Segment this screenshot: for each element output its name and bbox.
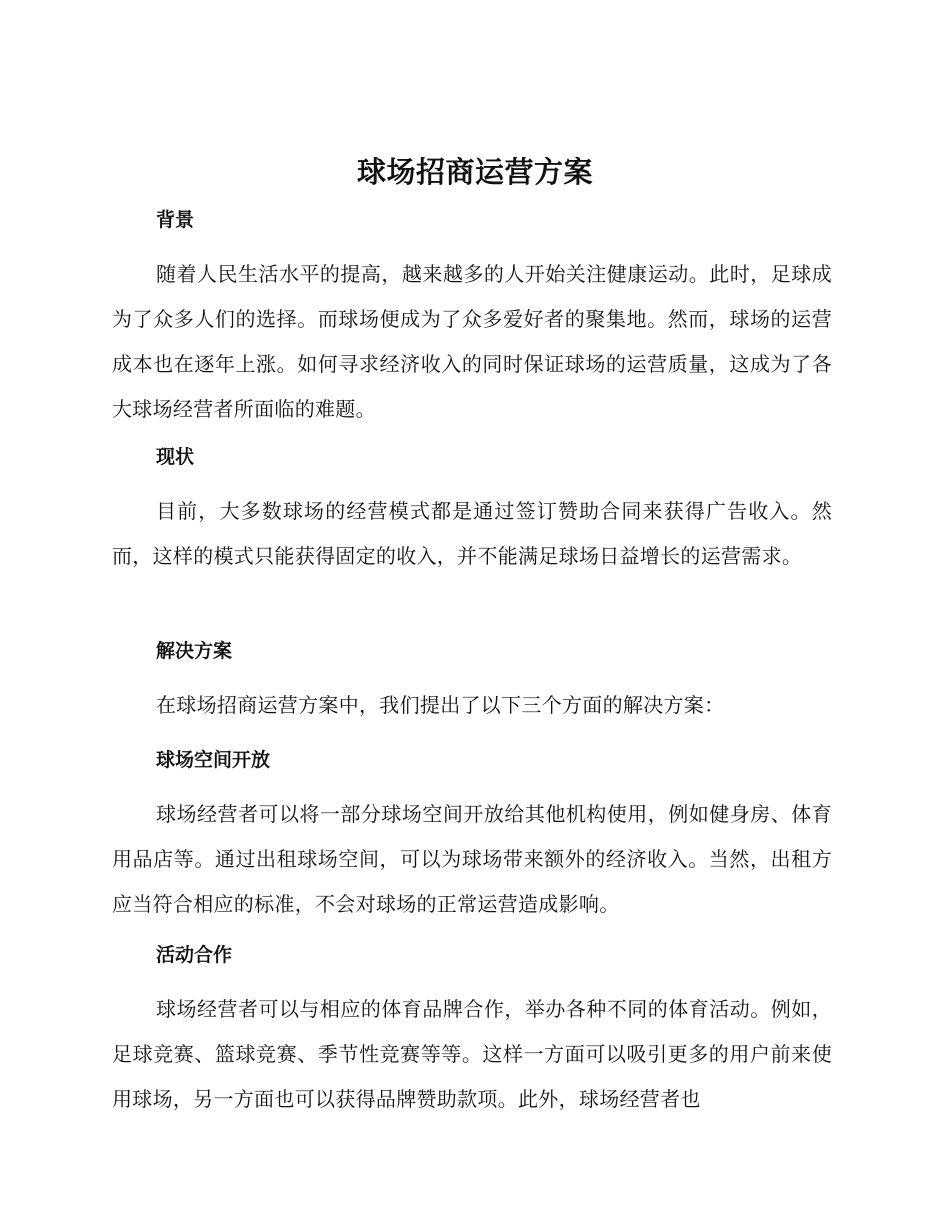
section-heading-solution: 解决方案 — [156, 640, 233, 662]
section-heading-background: 背景 — [156, 209, 195, 231]
section-paragraph-solution: 在球场招商运营方案中，我们提出了以下三个方面的解决方案： — [156, 693, 725, 717]
section-paragraph-background: 随着人民生活水平的提高，越来越多的人开始关注健康运动。此时，足球成为了众多人们的选择。而球场便成为了众多爱好者的聚集地。然而，球场的运营成本也在逐年上涨。如何寻求经济收入的同时保证球场的运营质量，这成为了各大球场经营者所面临的难题。 — [112, 262, 832, 421]
section-heading-space-opening: 球场空间开放 — [156, 749, 271, 771]
section-paragraph-status: 目前，大多数球场的经营模式都是通过签订赞助合同来获得广告收入。然而，这样的模式只能获得固定的收入，并不能满足球场日益增长的运营需求。 — [112, 499, 832, 568]
document-title: 球场招商运营方案 — [356, 155, 593, 189]
section-paragraph-event-cooperation: 球场经营者可以与相应的体育品牌合作，举办各种不同的体育活动。例如，足球竞赛、篮球竞赛、季节性竞赛等等。这样一方面可以吸引更多的用户前来使用球场，另一方面也可以获得品牌赞助款项。此外，球场经营者也 — [112, 997, 832, 1111]
section-paragraph-space-opening: 球场经营者可以将一部分球场空间开放给其他机构使用，例如健身房、体育用品店等。通过出租球场空间，可以为球场带来额外的经济收入。当然，出租方应当符合相应的标准，不会对球场的正常运营造成影响。 — [112, 802, 832, 916]
section-heading-event-cooperation: 活动合作 — [156, 944, 233, 966]
section-heading-status: 现状 — [156, 446, 195, 468]
